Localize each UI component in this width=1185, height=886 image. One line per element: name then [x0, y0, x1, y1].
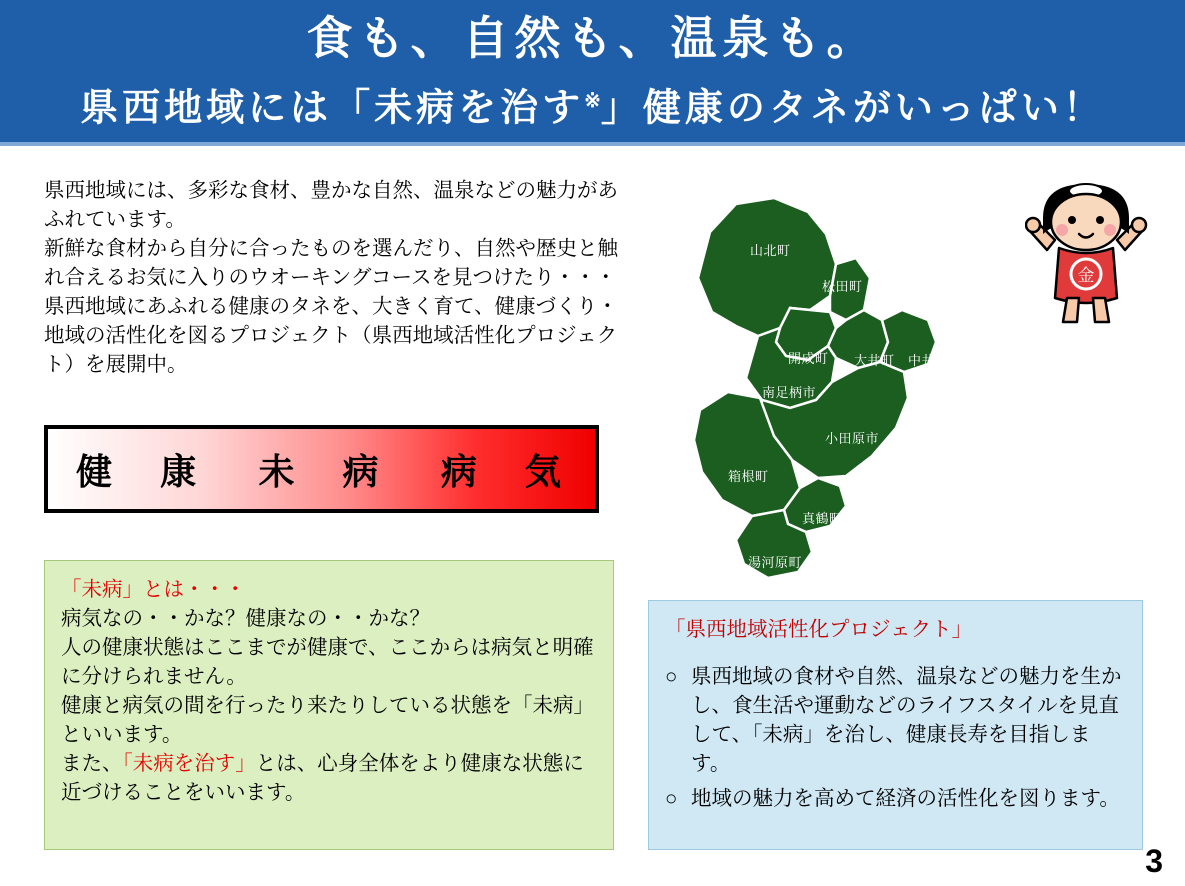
label-kenkou: 健 康	[76, 450, 203, 492]
map-label-manazuru: 真鶴町	[802, 511, 843, 526]
mascot-hand-right	[1132, 218, 1146, 232]
kintaro-mascot	[1025, 178, 1150, 328]
mibyou-line-4-highlight: 「未病を治す」	[122, 752, 256, 775]
project-bullet-text-1: 県西地域の食材や自然、温泉などの魅力を生かし、食生活や運動などのライフスタイルを見直して、「未病」を治し、健康長寿を目指します。	[691, 665, 1122, 775]
map-label-yamakita: 山北町	[750, 243, 791, 258]
mibyou-line-3: 健康と病気の間を行ったり来たりしている状態を「未病」といいます。	[61, 694, 594, 746]
mibyou-line-2: 人の健康状態はここまでが健康で、ここからは病気と明確に分けられません。	[61, 636, 594, 688]
mibyou-line-4-after: とは、心身全体をより健康な状態に近づけることをいいます。	[61, 752, 584, 804]
mascot-cheek-left	[1056, 224, 1068, 236]
map-label-nakai: 中井町	[908, 353, 949, 368]
intro-paragraph-1: 県西地域には、多彩な食材、豊かな自然、温泉などの魅力があふれています。	[44, 179, 618, 231]
project-bullet-mark-1: ○	[665, 665, 678, 688]
mascot-belly-text: 金	[1077, 266, 1095, 285]
header-underline	[0, 142, 1185, 146]
project-bullet-mark-2: ○	[665, 787, 678, 810]
map-label-ooi: 大井町	[854, 353, 895, 368]
header-line2-before: 県西地域には「未病を治す	[80, 87, 585, 130]
header-line2-mark: ※	[584, 90, 601, 112]
intro-paragraph-2: 新鮮な食材から自分に合ったものを選んだり、自然や歴史と触れ合えるお気に入りのウオーキングコースを見つけたり・・・	[44, 237, 618, 289]
header-banner	[0, 0, 1185, 142]
mascot-eye-right	[1096, 216, 1104, 224]
header-title-line2	[0, 76, 1185, 134]
mascot-leg-right	[1093, 298, 1109, 322]
mibyou-explanation-box	[44, 560, 614, 850]
map-label-matsuda: 松田町	[822, 279, 863, 294]
page-number: 3	[1145, 843, 1163, 879]
mascot-face	[1051, 194, 1121, 250]
mibyou-line-1: 病気なの・・かな？健康なの・・かな？	[61, 607, 430, 630]
map-label-yugawara: 湯河原町	[748, 555, 803, 570]
project-box	[648, 600, 1143, 850]
mascot-eye-left	[1068, 216, 1076, 224]
mibyou-line-4-before: また、	[61, 752, 123, 775]
mascot-svg	[1025, 178, 1150, 328]
health-gradient-bar	[44, 425, 599, 513]
project-bullet-1	[665, 662, 1128, 778]
label-byouki: 病 気	[440, 450, 567, 492]
project-bullet-text-2: 地域の魅力を高めて経済の活性化を図ります。	[691, 787, 1120, 810]
project-box-title: 「県西地域活性化プロジェクト」	[665, 618, 973, 641]
map-label-hakone: 箱根町	[728, 469, 769, 484]
intro-text	[44, 176, 619, 379]
mibyou-box-title: 「未病」とは・・・	[61, 578, 246, 601]
header-line2-after: 」健康のタネがいっぱい！	[600, 87, 1105, 130]
project-bullet-2	[665, 784, 1128, 813]
mibyou-line-4	[61, 749, 597, 807]
map-label-odawara: 小田原市	[825, 431, 880, 446]
health-gradient-labels	[48, 429, 595, 509]
map-label-kaisei: 開成町	[788, 351, 829, 366]
map-label-minamiashigara: 南足柄市	[762, 385, 817, 400]
intro-paragraph-3: 県西地域にあふれる健康のタネを、大きく育て、健康づくり・地域の活性化を図るプロジェクト（県西地域活性化プロジェクト）を展開中。	[44, 295, 618, 376]
header-title-line1: 食も、自然も、温泉も。	[306, 12, 879, 64]
label-mibyou: 未 病	[258, 450, 385, 492]
mascot-cheek-right	[1104, 224, 1116, 236]
mascot-leg-left	[1063, 298, 1079, 322]
mascot-hand-left	[1026, 218, 1040, 232]
